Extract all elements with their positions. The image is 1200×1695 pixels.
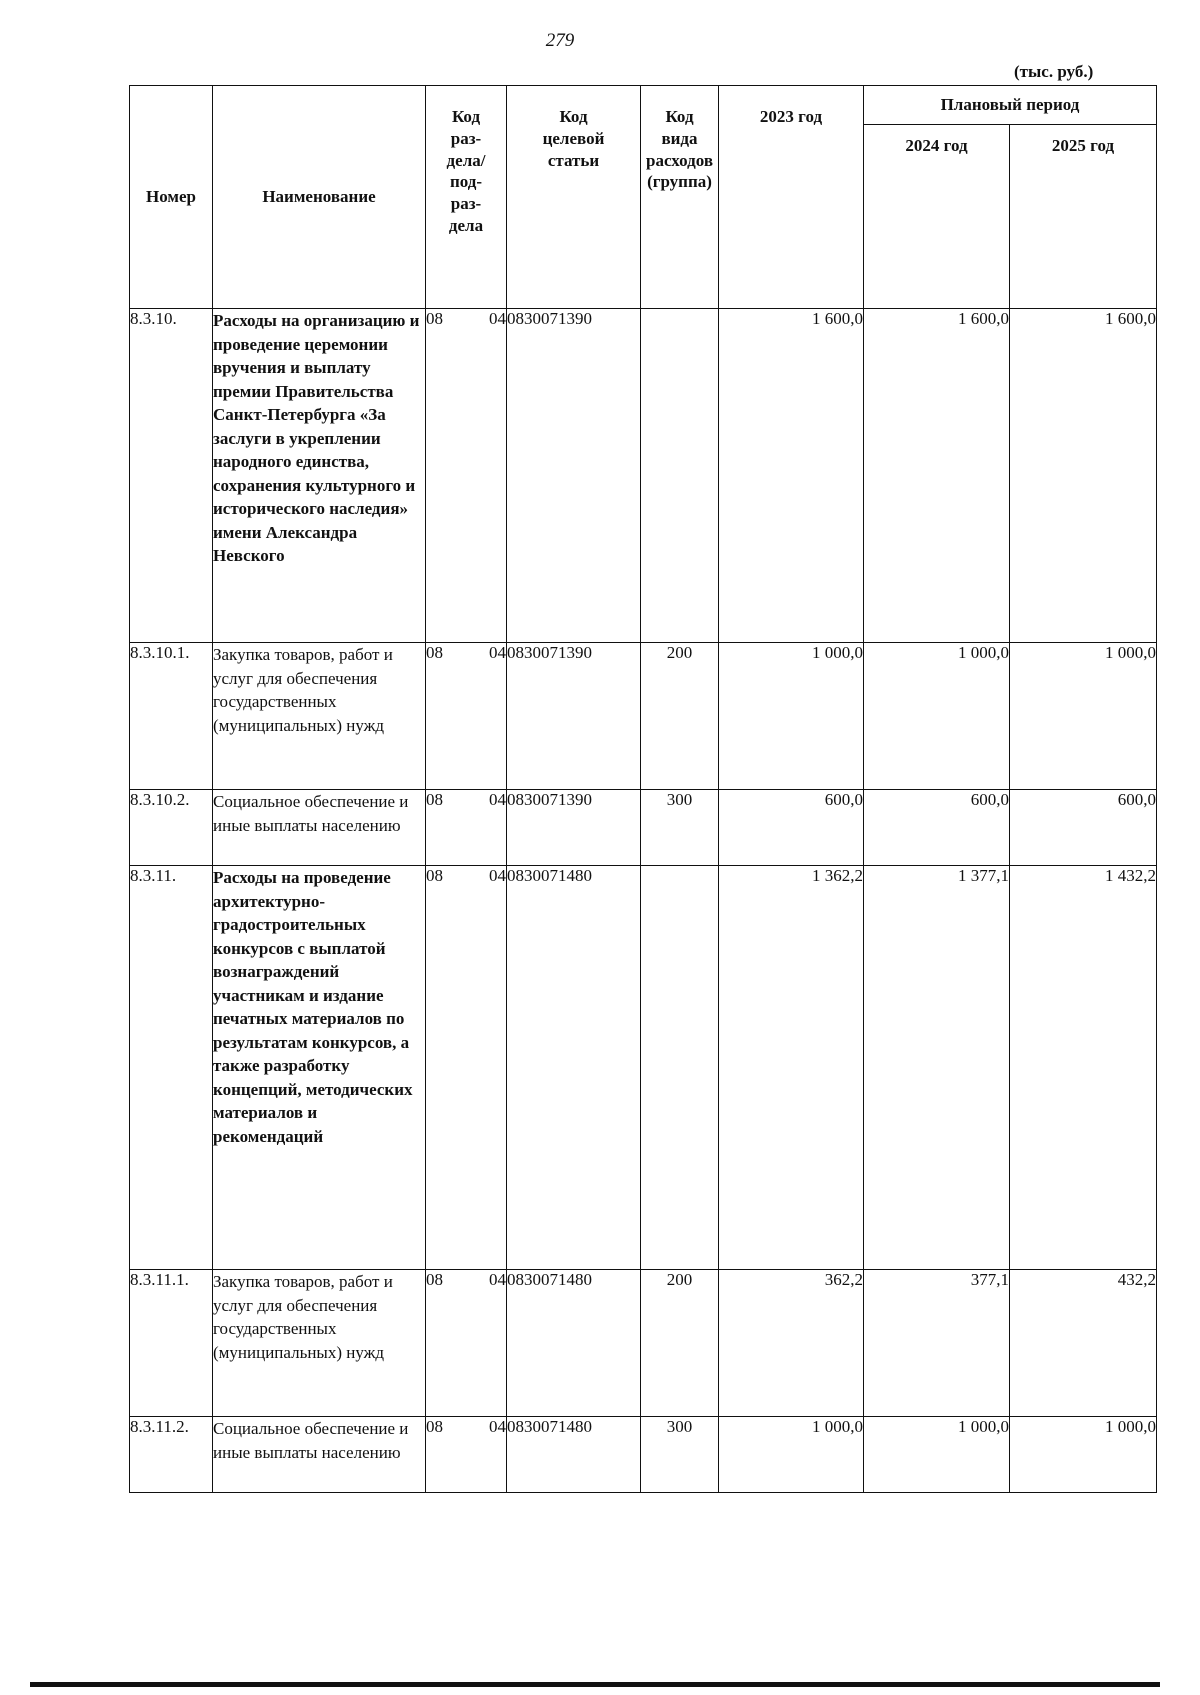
row-expense-type: 200 — [641, 1270, 719, 1417]
row-section: 08 — [426, 866, 443, 885]
header-type-line: (группа) — [647, 172, 712, 192]
row-amount-2023: 362,2 — [719, 1270, 864, 1417]
row-section-code — [426, 1417, 507, 1493]
row-section: 08 — [426, 309, 443, 328]
header-section-line: дела — [448, 215, 484, 235]
row-amount-2025: 600,0 — [1010, 790, 1157, 866]
header-section-line: Код — [451, 107, 481, 126]
row-target-code: 0830071390 — [507, 643, 641, 790]
row-number: 8.3.10.2. — [130, 790, 213, 866]
row-amount-2023: 1 000,0 — [719, 1417, 864, 1493]
header-name: Наименование — [213, 86, 426, 309]
header-type-line: Код — [665, 107, 694, 126]
row-amount-2023: 600,0 — [719, 790, 864, 866]
header-year-2024: 2024 год — [864, 125, 1010, 309]
row-expense-type — [641, 866, 719, 1270]
header-target-line: статьи — [547, 150, 600, 170]
row-section: 08 — [426, 1417, 443, 1436]
row-number: 8.3.11. — [130, 866, 213, 1270]
header-section-line: дела/ — [446, 150, 486, 170]
row-amount-2024: 1 377,1 — [864, 866, 1010, 1270]
row-target-code: 0830071480 — [507, 1417, 641, 1493]
row-section-code — [426, 866, 507, 1270]
row-name: Расходы на проведение архитектурно-градостроительных конкурсов с выплатой вознаграждений участникам и издание печатных материалов по результатам конкурсов, а также разработку концепций, методических материалов и рекомендаций — [213, 866, 426, 1270]
row-amount-2025: 1 432,2 — [1010, 866, 1157, 1270]
row-amount-2023: 1 362,2 — [719, 866, 864, 1270]
header-year-2023: 2023 год — [719, 86, 864, 309]
page-number: 279 — [545, 30, 575, 51]
header-target-line: Код — [559, 107, 588, 126]
row-expense-type — [641, 309, 719, 643]
row-target-code: 0830071390 — [507, 309, 641, 643]
row-amount-2024: 377,1 — [864, 1270, 1010, 1417]
header-target-line: целевой — [542, 128, 605, 148]
row-name: Социальное обеспечение и иные выплаты населению — [213, 1417, 426, 1493]
row-amount-2024: 1 600,0 — [864, 309, 1010, 643]
table-row — [130, 866, 1157, 1270]
row-amount-2025: 1 600,0 — [1010, 309, 1157, 643]
units-label: (тыс. руб.) — [1014, 62, 1094, 81]
header-expense-type — [641, 86, 719, 309]
row-name: Закупка товаров, работ и услуг для обеспечения государственных (муниципальных) нужд — [213, 1270, 426, 1417]
row-amount-2025: 1 000,0 — [1010, 1417, 1157, 1493]
header-number: Номер — [130, 86, 213, 309]
header-type-line: расходов — [646, 150, 713, 170]
row-section-code — [426, 309, 507, 643]
row-subsection: 04 — [489, 1270, 506, 1289]
header-year-2025: 2025 год — [1010, 125, 1157, 309]
row-section: 08 — [426, 1270, 443, 1289]
row-subsection: 04 — [489, 309, 506, 328]
header-section-line: под- — [449, 172, 483, 192]
row-number: 8.3.11.2. — [130, 1417, 213, 1493]
row-amount-2025: 432,2 — [1010, 1270, 1157, 1417]
row-expense-type: 200 — [641, 643, 719, 790]
row-number: 8.3.10. — [130, 309, 213, 643]
row-amount-2024: 600,0 — [864, 790, 1010, 866]
table-row — [130, 1270, 1157, 1417]
page-bottom-rule — [30, 1682, 1160, 1687]
row-amount-2025: 1 000,0 — [1010, 643, 1157, 790]
table-row — [130, 790, 1157, 866]
row-target-code: 0830071480 — [507, 1270, 641, 1417]
row-section: 08 — [426, 643, 443, 662]
header-planned-period: Плановый период — [864, 86, 1157, 125]
row-subsection: 04 — [489, 1417, 506, 1436]
row-target-code: 0830071480 — [507, 866, 641, 1270]
row-subsection: 04 — [489, 643, 506, 662]
row-number: 8.3.10.1. — [130, 643, 213, 790]
table-row — [130, 1417, 1157, 1493]
row-section-code — [426, 790, 507, 866]
row-section-code — [426, 1270, 507, 1417]
row-amount-2024: 1 000,0 — [864, 643, 1010, 790]
table-row — [130, 643, 1157, 790]
row-name: Расходы на организацию и проведение церемонии вручения и выплату премии Правительства Санкт-Петербурга «За заслуги в укреплении народного единства, сохранения культурного и исторического наследия» имени Александра Невского — [213, 309, 426, 643]
row-target-code: 0830071390 — [507, 790, 641, 866]
budget-table — [129, 85, 1157, 1493]
row-number: 8.3.11.1. — [130, 1270, 213, 1417]
row-expense-type: 300 — [641, 1417, 719, 1493]
row-name: Социальное обеспечение и иные выплаты населению — [213, 790, 426, 866]
header-section-code — [426, 86, 507, 309]
header-type-line: вида — [661, 128, 698, 148]
row-expense-type: 300 — [641, 790, 719, 866]
row-amount-2024: 1 000,0 — [864, 1417, 1010, 1493]
row-section: 08 — [426, 790, 443, 809]
header-row-1 — [130, 86, 1157, 125]
header-target-code — [507, 86, 641, 309]
row-amount-2023: 1 000,0 — [719, 643, 864, 790]
row-subsection: 04 — [489, 790, 506, 809]
row-amount-2023: 1 600,0 — [719, 309, 864, 643]
row-subsection: 04 — [489, 866, 506, 885]
header-section-line: раз- — [450, 128, 482, 148]
header-section-line: раз- — [450, 194, 482, 213]
row-name: Закупка товаров, работ и услуг для обеспечения государственных (муниципальных) нужд — [213, 643, 426, 790]
row-section-code — [426, 643, 507, 790]
table-row — [130, 309, 1157, 643]
